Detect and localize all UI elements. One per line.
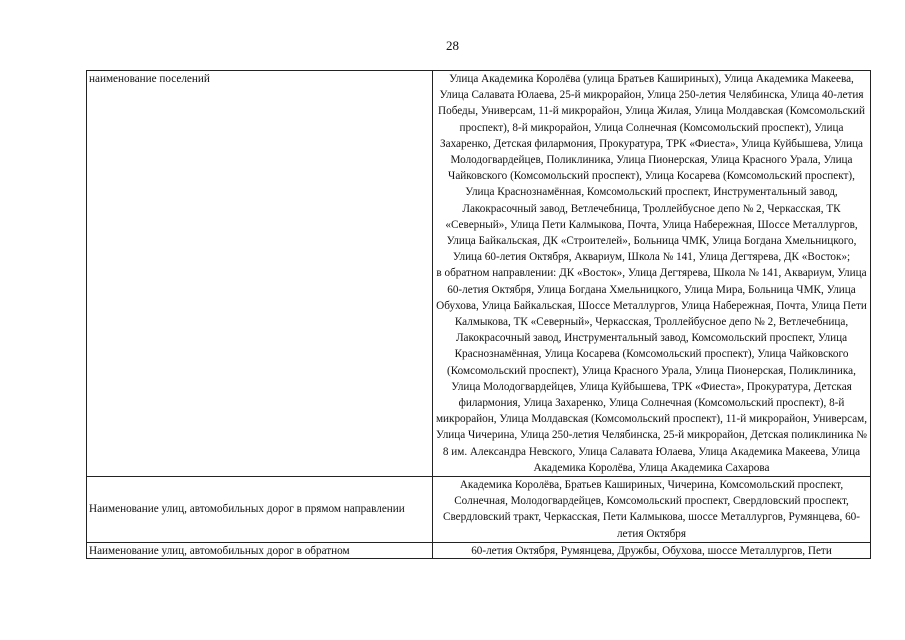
row-label-settlements: наименование поселений (87, 71, 433, 477)
table-row (87, 542, 871, 558)
page-number: 28 (446, 38, 459, 53)
forward-streets-text: Академика Королёва, Братьев Кашириных, Чичерина, Комсомольский проспект, Солнечная, Молодогвардейцев, Комсомольский проспект, Свердловский проспект, Свердловский тракт, Черкасская, Пети Калмыкова, шоссе Металлургов, Румянцева, 60-летия Октября (443, 479, 860, 540)
stops-forward-text: Улица Академика Королёва (улица Братьев Кашириных), Улица Академика Макеева, Улица Салавата Юлаева, 25-й микрорайон, Улица 250-летия Челябинска, Улица 40-летия Победы, Универсам, 11-й микрорайон, Улица Жилая, Улица Молдавская (Комсомольский проспект), 8-й микрорайон, Улица Солнечная (Комсомольский проспект), Улица Захаренко, Детская филармония, Прокуратура, ТРК «Фиеста», Улица Куйбышева, Улица Молодогвардейцев, Поликлиника, Улица Пионерская, Улица Красного Урала, Улица Чайковского (Комсомольский проспект), Улица Косарева (Комсомольский проспект), Улица Краснознамённая, Комсомольский проспект, Инструментальный завод, Лакокрасочный завод, Ветлечебница, Троллейбусное депо № 2, Черкасская, ТК «Северный», Улица Пети Калмыкова, Почта, Улица Набережная, Шоссе Металлургов, Улица Байкальская, ДК «Строителей», Больница ЧМК, Улица Богдана Хмельницкого, Улица 60-летия Октября, Аквариум, Школа № 141, Улица Дегтярева, ДК «Восток»; (438, 73, 865, 264)
table-row (87, 71, 871, 477)
reverse-streets-text: 60-летия Октября, Румянцева, Дружбы, Обухова, шоссе Металлургов, Пети (471, 544, 832, 557)
table-row (87, 477, 871, 543)
reverse-label-clip: Наименование улиц, автомобильных дорог в обратном (89, 544, 350, 557)
row-label-reverse-streets (87, 542, 433, 558)
stops-reverse-text: в обратном направлении: ДК «Восток», Улица Дегтярева, Школа № 141, Аквариум, Улица 60-летия Октября, Улица Богдана Хмельницкого, Улица Мира, Больница ЧМК, Улица Обухова, Улица Байкальская, Шоссе Металлургов, Улица Набережная, Почта, Улица Пети Калмыкова, ТК «Северный», Черкасская, Троллейбусное депо № 2, Ветлечебница, Лакокрасочный завод, Инструментальный завод, Комсомольский проспект, Улица Краснознамённая, Улица Косарева (Комсомольский проспект), Улица Чайковского (Комсомольский проспект), Улица Красного Урала, Улица Пионерская, Поликлиника, Улица Молодогвардейцев, Улица Куйбышева, ТРК «Фиеста», Прокуратура, Детская филармония, Улица Захаренко, Улица Солнечная (Комсомольский проспект), 8-й микрорайон, Улица Молдавская (Комсомольский проспект), 11-й микрорайон, Универсам, Улица Чичерина, Улица 250-летия Челябинска, 25-й микрорайон, Детская поликлиника № 8 им. Александра Невского, Улица Салавата Юлаева, Улица Академика Макеева, Улица Академика Королёва, Улица Академика Сахарова (435, 267, 868, 474)
row-label-forward-streets: Наименование улиц, автомобильных дорог в прямом направлении (87, 477, 433, 543)
route-table (86, 70, 871, 559)
row-value-settlements (433, 71, 871, 477)
row-value-reverse-streets (433, 542, 871, 558)
row-value-forward-streets (433, 477, 871, 543)
